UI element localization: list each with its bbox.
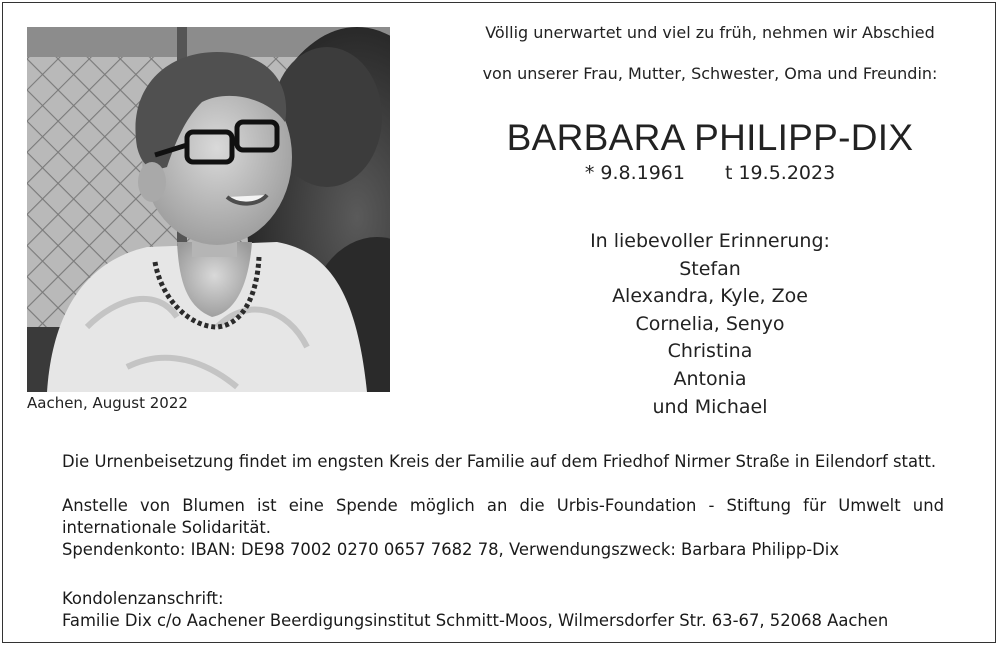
family-member: Stefan [679, 257, 741, 280]
condolence-block [62, 588, 944, 632]
condolence-address: Familie Dix c/o Aachener Beerdigungsinstitut Schmitt-Moos, Wilmersdorfer Str. 63-67, 52068 Aachen [62, 611, 889, 630]
burial-notice: Die Urnenbeisetzung findet im engsten Kreis der Familie auf dem Friedhof Nirmer Straße in Eilendorf statt. [62, 452, 937, 471]
family-member: und Michael [652, 395, 768, 418]
family-member: Alexandra, Kyle, Zoe [612, 285, 808, 308]
condolence-label: Kondolenzanschrift: [62, 589, 224, 608]
family-member: Christina [667, 340, 753, 363]
donation-line-2: internationale Solidarität. [62, 518, 272, 537]
family-heading: In liebevoller Erinnerung: [590, 230, 830, 252]
donation-line-1: Anstelle von Blumen ist eine Spende möglich an die Urbis-Foundation - Stiftung für Umwelt und [62, 496, 944, 515]
portrait-photo [27, 27, 390, 392]
intro-line-2: von unserer Frau, Mutter, Schwester, Oma und Freundin: [482, 64, 938, 83]
family-block [440, 228, 980, 421]
donation-account: Spendenkonto: IBAN: DE98 7002 0270 0657 7682 78, Verwendungszweck: Barbara Philipp-Dix [62, 540, 840, 559]
birth-date: * 9.8.1961 [584, 162, 685, 184]
life-dates [440, 162, 980, 184]
family-member: Antonia [673, 367, 747, 390]
photo-caption: Aachen, August 2022 [27, 394, 188, 412]
family-member: Cornelia, Senyo [635, 312, 785, 335]
deceased-name: BARBARA PHILIPP-DIX [506, 117, 914, 158]
donation-notice [62, 495, 944, 561]
intro-line-1: Völlig unerwartet und viel zu früh, nehmen wir Abschied [485, 23, 935, 42]
death-date: t 19.5.2023 [724, 162, 836, 184]
